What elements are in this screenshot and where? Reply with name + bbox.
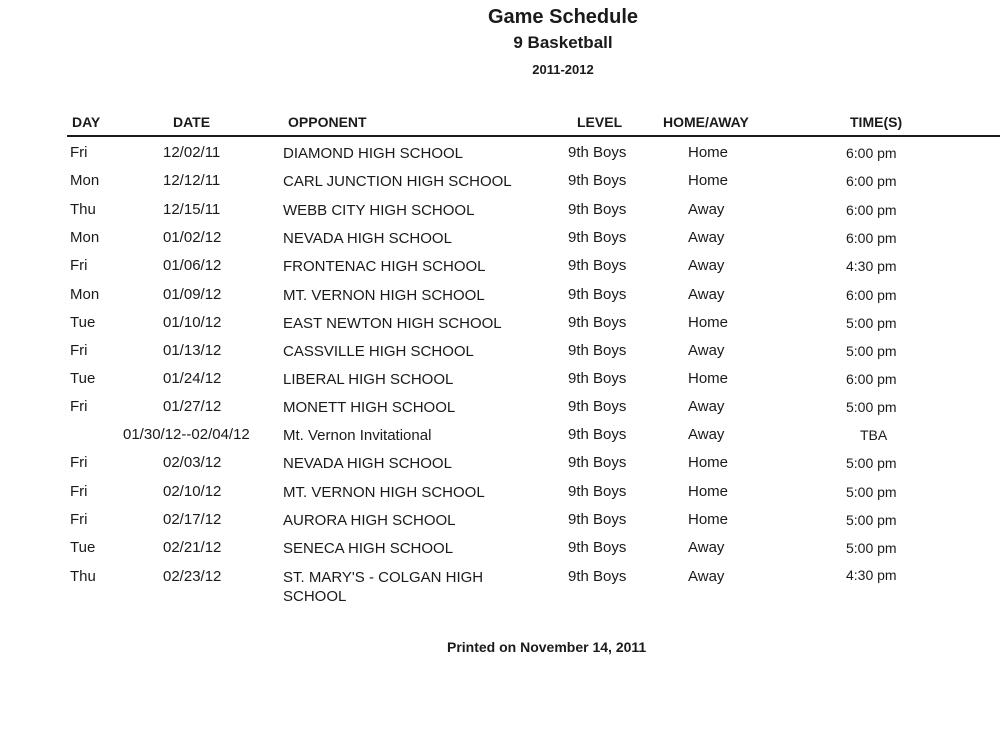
row-day: Fri	[70, 454, 88, 471]
row-time: 5:00 pm	[846, 540, 897, 556]
row-opponent: CASSVILLE HIGH SCHOOL	[283, 343, 474, 360]
row-level: 9th Boys	[568, 314, 627, 331]
row-time: 5:00 pm	[846, 484, 897, 500]
row-day: Fri	[70, 398, 88, 415]
row-day: Tue	[70, 314, 96, 331]
row-opponent: SENECA HIGH SCHOOL	[283, 540, 454, 557]
row-time: TBA	[860, 427, 888, 443]
row-time: 6:00 pm	[846, 202, 897, 218]
row-time: 6:00 pm	[846, 145, 897, 161]
row-opponent: MONETT HIGH SCHOOL	[283, 399, 456, 416]
row-day: Mon	[70, 172, 100, 189]
row-home-away: Away	[688, 257, 725, 274]
schedule-subtitle: 9 Basketball	[513, 33, 613, 52]
row-opponent: NEVADA HIGH SCHOOL	[283, 230, 452, 247]
column-header-time: TIME(S)	[850, 114, 903, 130]
row-time: 6:00 pm	[846, 230, 897, 246]
row-date: 12/12/11	[163, 172, 221, 189]
row-time: 5:00 pm	[846, 455, 897, 471]
row-home-away: Home	[688, 511, 729, 528]
row-home-away: Home	[688, 314, 729, 331]
row-date: 02/03/12	[163, 454, 222, 471]
row-home-away: Away	[688, 568, 725, 585]
row-time: 4:30 pm	[846, 567, 897, 583]
row-date: 01/10/12	[163, 314, 222, 331]
row-home-away: Away	[688, 342, 725, 359]
row-day: Mon	[70, 229, 100, 246]
row-day: Mon	[70, 286, 100, 303]
row-opponent: Mt. Vernon Invitational	[283, 427, 432, 444]
row-level: 9th Boys	[568, 398, 627, 415]
row-opponent: MT. VERNON HIGH SCHOOL	[283, 287, 485, 304]
schedule-title: Game Schedule	[487, 6, 639, 28]
row-time: 5:00 pm	[846, 315, 897, 331]
row-date: 01/09/12	[163, 286, 222, 303]
row-day: Fri	[70, 342, 88, 359]
row-day: Thu	[70, 201, 96, 218]
row-level: 9th Boys	[568, 511, 627, 528]
row-date: 01/30/12--02/04/12	[123, 426, 250, 443]
row-time: 6:00 pm	[846, 287, 897, 303]
row-date: 12/02/11	[163, 144, 221, 161]
row-level: 9th Boys	[568, 229, 627, 246]
row-opponent: LIBERAL HIGH SCHOOL	[283, 371, 454, 388]
row-level: 9th Boys	[568, 342, 627, 359]
row-date: 02/23/12	[163, 568, 222, 585]
row-opponent: ST. MARY'S - COLGAN HIGH SCHOOL	[283, 569, 484, 605]
row-level: 9th Boys	[568, 370, 627, 387]
row-date: 01/06/12	[163, 257, 222, 274]
schedule-season: 2011-2012	[532, 62, 594, 77]
column-header-day: DAY	[72, 114, 101, 130]
row-day: Tue	[70, 370, 96, 387]
row-date: 02/10/12	[163, 483, 222, 500]
row-home-away: Home	[688, 144, 729, 161]
row-level: 9th Boys	[568, 172, 627, 189]
row-home-away: Away	[688, 426, 725, 443]
row-time: 5:00 pm	[846, 399, 897, 415]
row-opponent: AURORA HIGH SCHOOL	[283, 512, 456, 529]
row-home-away: Away	[688, 286, 725, 303]
row-date: 01/13/12	[163, 342, 222, 359]
row-day: Thu	[70, 568, 96, 585]
row-time: 4:30 pm	[846, 258, 897, 274]
row-home-away: Home	[688, 454, 729, 471]
header-divider	[67, 135, 1000, 137]
row-home-away: Away	[688, 539, 725, 556]
row-opponent: NEVADA HIGH SCHOOL	[283, 455, 452, 472]
row-time: 5:00 pm	[846, 512, 897, 528]
column-header-date: DATE	[173, 114, 211, 130]
row-opponent: EAST NEWTON HIGH SCHOOL	[283, 315, 502, 332]
row-level: 9th Boys	[568, 539, 627, 556]
row-level: 9th Boys	[568, 426, 627, 443]
row-level: 9th Boys	[568, 454, 627, 471]
row-day: Fri	[70, 144, 88, 161]
row-day: Fri	[70, 483, 88, 500]
row-time: 6:00 pm	[846, 173, 897, 189]
row-date: 01/24/12	[163, 370, 222, 387]
printed-date: Printed on November 14, 2011	[447, 639, 647, 655]
row-opponent: WEBB CITY HIGH SCHOOL	[283, 202, 475, 219]
row-day: Fri	[70, 511, 88, 528]
row-opponent: DIAMOND HIGH SCHOOL	[283, 145, 464, 162]
row-date: 02/21/12	[163, 539, 222, 556]
column-header-opponent: OPPONENT	[288, 114, 367, 130]
row-opponent: FRONTENAC HIGH SCHOOL	[283, 258, 486, 275]
row-day: Tue	[70, 539, 96, 556]
row-date: 01/02/12	[163, 229, 222, 246]
row-opponent: CARL JUNCTION HIGH SCHOOL	[283, 173, 512, 190]
row-opponent: MT. VERNON HIGH SCHOOL	[283, 484, 485, 501]
row-date: 01/27/12	[163, 398, 222, 415]
column-header-level: LEVEL	[577, 114, 623, 130]
row-home-away: Away	[688, 201, 725, 218]
row-level: 9th Boys	[568, 201, 627, 218]
row-home-away: Home	[688, 172, 729, 189]
row-day: Fri	[70, 257, 88, 274]
row-home-away: Home	[688, 483, 729, 500]
row-level: 9th Boys	[568, 483, 627, 500]
column-header-home-away: HOME/AWAY	[663, 114, 749, 130]
row-level: 9th Boys	[568, 144, 627, 161]
row-home-away: Away	[688, 398, 725, 415]
row-level: 9th Boys	[568, 286, 627, 303]
row-level: 9th Boys	[568, 568, 627, 585]
row-home-away: Home	[688, 370, 729, 387]
row-time: 5:00 pm	[846, 343, 897, 359]
row-date: 02/17/12	[163, 511, 222, 528]
row-home-away: Away	[688, 229, 725, 246]
row-level: 9th Boys	[568, 257, 627, 274]
row-date: 12/15/11	[163, 201, 221, 218]
row-time: 6:00 pm	[846, 371, 897, 387]
